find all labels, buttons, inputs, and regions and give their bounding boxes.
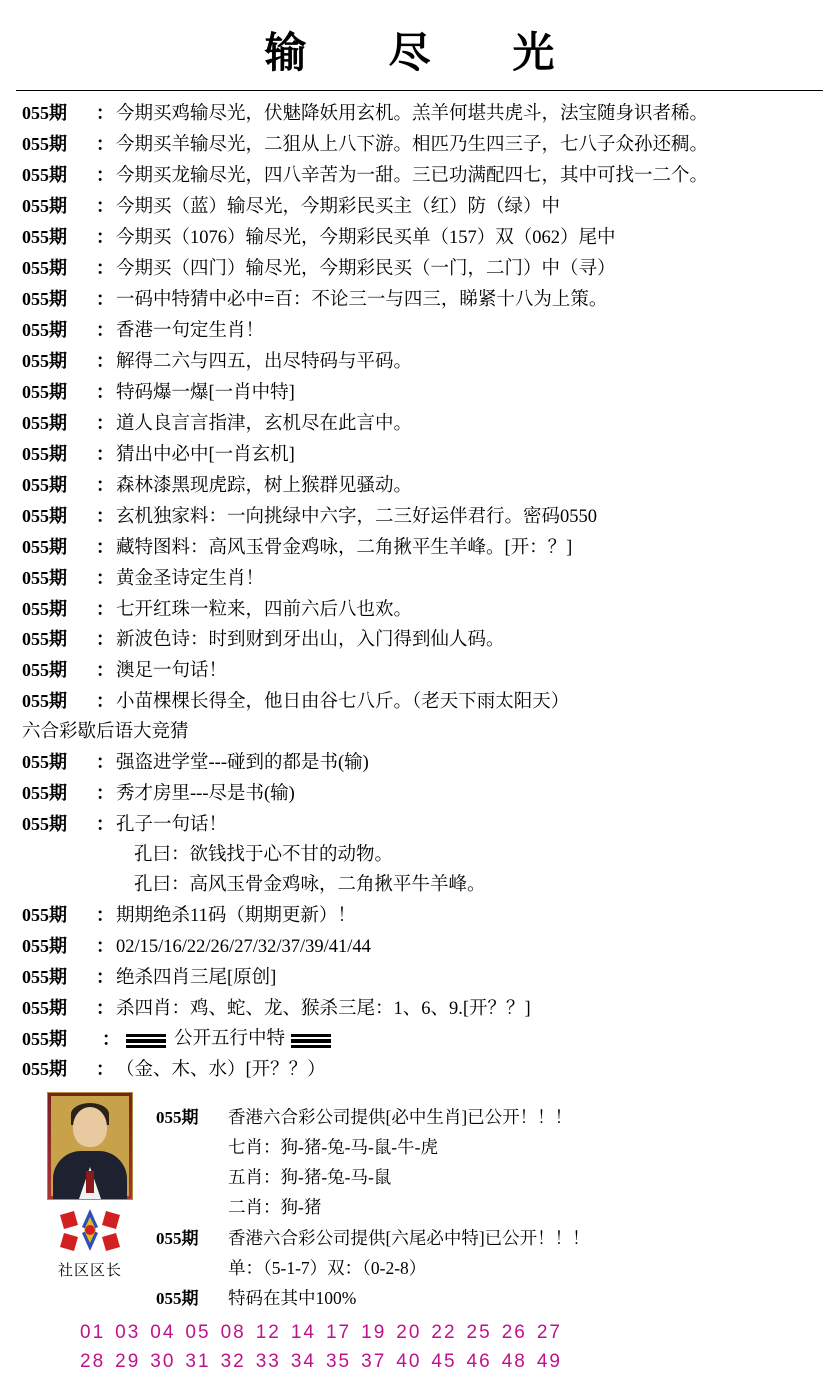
title-divider bbox=[16, 90, 823, 91]
list-item bbox=[156, 1132, 590, 1162]
number: 32 bbox=[220, 1350, 246, 1372]
number: 27 bbox=[536, 1322, 562, 1344]
list-item bbox=[22, 99, 821, 130]
list-item bbox=[22, 656, 821, 687]
number: 05 bbox=[185, 1322, 211, 1344]
number: 25 bbox=[466, 1322, 492, 1344]
list-item bbox=[22, 378, 821, 409]
period-label: 055期 bbox=[22, 998, 67, 1019]
line-text: 七肖：狗-猪-兔-马-鼠-牛-虎 bbox=[228, 1137, 438, 1158]
trigram-bars-right-icon bbox=[291, 1034, 331, 1049]
period-label: 055期 bbox=[22, 567, 67, 588]
list-item bbox=[22, 347, 821, 378]
line-text: 秀才房里---尽是书(输) bbox=[116, 784, 295, 805]
colon: ： bbox=[96, 598, 114, 619]
list-item bbox=[22, 932, 821, 963]
colon: ： bbox=[96, 195, 114, 216]
colon: ： bbox=[96, 660, 114, 681]
number: 26 bbox=[501, 1322, 527, 1344]
list-item bbox=[22, 748, 821, 779]
number: 31 bbox=[185, 1350, 211, 1372]
list-item bbox=[22, 285, 821, 316]
colon: ： bbox=[96, 536, 114, 557]
list-item bbox=[156, 1102, 590, 1132]
line-text: （金、木、水）[开？？） bbox=[116, 1060, 326, 1081]
number: 45 bbox=[431, 1350, 457, 1372]
list-item bbox=[22, 440, 821, 471]
list-item bbox=[22, 1055, 821, 1086]
main-lines bbox=[0, 99, 839, 1086]
period-label: 055期 bbox=[22, 660, 67, 681]
period-label: 055期 bbox=[22, 536, 67, 557]
line-text: 香港六合彩公司提供[六尾必中特]已公开！！！ bbox=[228, 1227, 590, 1248]
list-item bbox=[156, 1283, 590, 1313]
number: 40 bbox=[396, 1350, 422, 1372]
period-label: 055期 bbox=[22, 164, 67, 185]
colon: ： bbox=[96, 629, 114, 650]
line-text: 特码爆一爆[一肖中特] bbox=[116, 382, 295, 403]
period-label: 055期 bbox=[22, 257, 67, 278]
list-item bbox=[22, 130, 821, 161]
line-text: 今期买羊输尽光，二狙从上八下游。相匹乃生四三子，七八子众孙还稠。 bbox=[116, 134, 709, 155]
period-label: 055期 bbox=[156, 1108, 199, 1127]
number: 12 bbox=[255, 1322, 281, 1344]
period-label: 055期 bbox=[22, 133, 67, 154]
colon: ： bbox=[96, 505, 114, 526]
period-label: 055期 bbox=[22, 319, 67, 340]
number: 49 bbox=[536, 1350, 562, 1372]
kongzi-line: 孔曰：高风玉骨金鸡咏，二角揪平牛羊峰。 bbox=[134, 875, 486, 896]
list-item bbox=[22, 223, 821, 254]
colon: ： bbox=[96, 474, 114, 495]
wuxing-line bbox=[22, 1025, 821, 1055]
numbers-row-2 bbox=[80, 1348, 839, 1376]
list-item bbox=[156, 1162, 590, 1192]
number: 34 bbox=[290, 1350, 316, 1372]
line-text: 香港一句定生肖！ bbox=[116, 320, 265, 341]
list-item bbox=[22, 502, 821, 533]
colon: ： bbox=[96, 814, 114, 835]
line-text: 解得二六与四五，出尽特码与平码。 bbox=[116, 351, 413, 372]
list-item bbox=[156, 1253, 590, 1283]
line-text: 小苗棵棵长得全，他日由谷七八斤。（老天下雨太阳天） bbox=[116, 692, 570, 713]
period-label: 055期 bbox=[22, 350, 67, 371]
line-text: 新波色诗：时到财到牙出山，入门得到仙人码。 bbox=[116, 630, 505, 651]
list-item bbox=[22, 963, 821, 994]
list-item bbox=[156, 1192, 590, 1222]
line-text: 单：（5-1-7）双：（0-2-8） bbox=[228, 1257, 427, 1278]
line-text: 今期买鸡输尽光，伏魅降妖用玄机。羔羊何堪共虎斗，法宝随身识者稀。 bbox=[116, 104, 709, 124]
portrait-caption: 社区区长 bbox=[57, 1263, 122, 1279]
line-text: 玄机独家料：一向挑绿中六字，二三好运伴君行。密码0550 bbox=[116, 506, 598, 527]
line-text: 道人良言言指津，玄机尽在此言中。 bbox=[116, 413, 413, 434]
number: 29 bbox=[115, 1350, 141, 1372]
colon: ： bbox=[96, 967, 114, 988]
line-text: 今期买龙输尽光，四八辛苦为一甜。三已功满配四七，其中可找一二个。 bbox=[116, 165, 709, 186]
line-text: 特码在其中100% bbox=[228, 1287, 357, 1308]
number: 03 bbox=[115, 1322, 141, 1344]
footer-section bbox=[0, 1092, 839, 1313]
line-text: 香港六合彩公司提供[必中生肖]已公开！！！ bbox=[228, 1107, 573, 1127]
colon: ： bbox=[96, 133, 114, 154]
numbers-row-1 bbox=[80, 1319, 839, 1348]
number: 17 bbox=[325, 1322, 352, 1344]
colon: ： bbox=[96, 226, 114, 247]
line-text: 杀四肖：鸡、蛇、龙、猴杀三尾：1、6、9.[开？？] bbox=[116, 999, 531, 1020]
line-text: 今期买（蓝）输尽光，今期彩民买主（红）防（绿）中 bbox=[116, 196, 561, 217]
list-item bbox=[22, 533, 821, 564]
period-label: 055期 bbox=[22, 505, 67, 526]
colon: ： bbox=[96, 443, 114, 464]
list-item bbox=[22, 409, 821, 440]
line-text: 藏特图料：高风玉骨金鸡咏，二角揪平生羊峰。[开：？] bbox=[116, 537, 573, 558]
period-label: 055期 bbox=[22, 1029, 67, 1050]
list-item bbox=[22, 161, 821, 192]
line-text: 期期绝杀11码（期期更新）！ bbox=[116, 906, 356, 927]
colon: ： bbox=[96, 257, 114, 278]
period-label: 055期 bbox=[22, 752, 67, 773]
line-text: 五肖：狗-猪-兔-马-鼠 bbox=[228, 1167, 392, 1188]
period-label: 055期 bbox=[22, 443, 67, 464]
colon: ： bbox=[96, 164, 114, 185]
page-title: 输 尽 光 bbox=[264, 31, 575, 77]
line-text: 绝杀四肖三尾[原创] bbox=[116, 968, 277, 989]
period-label: 055期 bbox=[22, 288, 67, 309]
footer-lines bbox=[138, 1092, 590, 1313]
emblem-icon bbox=[47, 1202, 133, 1258]
period-label: 055期 bbox=[22, 691, 67, 712]
list-item bbox=[22, 564, 821, 595]
colon: ： bbox=[96, 998, 114, 1019]
number: 04 bbox=[150, 1322, 176, 1344]
period-label: 055期 bbox=[22, 967, 67, 988]
list-item bbox=[22, 595, 821, 626]
list-item bbox=[22, 316, 821, 347]
avatar bbox=[47, 1092, 133, 1200]
colon: ： bbox=[96, 905, 114, 926]
number: 19 bbox=[361, 1322, 387, 1344]
line-text: 二肖：狗-猪 bbox=[228, 1197, 322, 1218]
colon: ： bbox=[96, 936, 114, 957]
number: 28 bbox=[80, 1350, 106, 1372]
number: 22 bbox=[431, 1322, 457, 1344]
colon: ： bbox=[96, 1059, 114, 1080]
colon: ： bbox=[96, 783, 114, 804]
number: 14 bbox=[290, 1322, 316, 1344]
list-item bbox=[22, 471, 821, 502]
section-title: 六合彩歇后语大竞猜 bbox=[22, 722, 189, 743]
portrait-block bbox=[42, 1092, 138, 1280]
line-text: 公开五行中特 bbox=[174, 1029, 286, 1050]
list-item bbox=[22, 810, 821, 841]
colon: ： bbox=[96, 412, 114, 433]
colon: ： bbox=[96, 691, 114, 712]
period-label: 055期 bbox=[22, 629, 67, 650]
line-text: 澳足一句话！ bbox=[116, 661, 228, 682]
line-text: 今期买（1076）输尽光，今期彩民买单（157）双（062）尾中 bbox=[116, 227, 616, 248]
list-item bbox=[22, 687, 821, 718]
colon: ： bbox=[96, 381, 114, 402]
colon: ： bbox=[96, 567, 114, 588]
line-text: 黄金圣诗定生肖！ bbox=[116, 568, 265, 589]
number: 37 bbox=[361, 1350, 387, 1372]
line-text: 孔子一句话！ bbox=[116, 815, 228, 836]
colon: ： bbox=[96, 350, 114, 371]
number: 48 bbox=[501, 1350, 527, 1372]
list-item bbox=[22, 779, 821, 810]
line-text: 强盗进学堂---碰到的都是书(输) bbox=[116, 753, 369, 774]
period-label: 055期 bbox=[22, 103, 67, 123]
number: 33 bbox=[255, 1350, 281, 1372]
line-text: 今期买（四门）输尽光，今期彩民买（一门，二门）中（寻） bbox=[116, 258, 616, 279]
list-item bbox=[22, 901, 821, 932]
line-text: 一码中特猜中必中=百：不论三一与四三，睇紧十八为上策。 bbox=[116, 289, 608, 310]
colon: ： bbox=[96, 288, 114, 309]
period-label: 055期 bbox=[22, 598, 67, 619]
period-label: 055期 bbox=[22, 1059, 67, 1080]
line-text: 七开红珠一粒来，四前六后八也欢。 bbox=[116, 599, 413, 620]
period-label: 055期 bbox=[156, 1288, 199, 1308]
period-label: 055期 bbox=[22, 814, 67, 835]
number: 35 bbox=[325, 1350, 352, 1372]
line-text: 森林漆黑现虎踪，树上猴群见骚动。 bbox=[116, 475, 413, 496]
list-item bbox=[22, 625, 821, 656]
period-label: 055期 bbox=[22, 905, 67, 926]
list-item bbox=[22, 192, 821, 223]
colon: ： bbox=[102, 1029, 120, 1050]
line-text: 02/15/16/22/26/27/32/37/39/41/44 bbox=[116, 937, 371, 958]
colon: ： bbox=[96, 319, 114, 340]
period-label: 055期 bbox=[22, 936, 67, 957]
period-label: 055期 bbox=[22, 474, 67, 495]
trigram-bars-left-icon bbox=[126, 1034, 166, 1049]
period-label: 055期 bbox=[22, 226, 67, 247]
number: 08 bbox=[220, 1322, 246, 1344]
list-item bbox=[156, 1223, 590, 1253]
lucky-numbers bbox=[0, 1313, 839, 1376]
number: 46 bbox=[466, 1350, 492, 1372]
period-label: 055期 bbox=[22, 381, 67, 402]
period-label: 055期 bbox=[156, 1228, 199, 1248]
number: 30 bbox=[150, 1350, 176, 1372]
colon: ： bbox=[96, 103, 114, 123]
number: 20 bbox=[396, 1322, 422, 1344]
period-label: 055期 bbox=[22, 783, 67, 804]
list-item bbox=[22, 994, 821, 1025]
colon: ： bbox=[96, 752, 114, 773]
kongzi-line: 孔曰：欲钱找于心不甘的动物。 bbox=[134, 845, 394, 866]
list-item bbox=[22, 254, 821, 285]
number: 01 bbox=[80, 1322, 106, 1344]
line-text: 猜出中必中[一肖玄机] bbox=[116, 444, 295, 465]
period-label: 055期 bbox=[22, 195, 67, 216]
period-label: 055期 bbox=[22, 412, 67, 433]
